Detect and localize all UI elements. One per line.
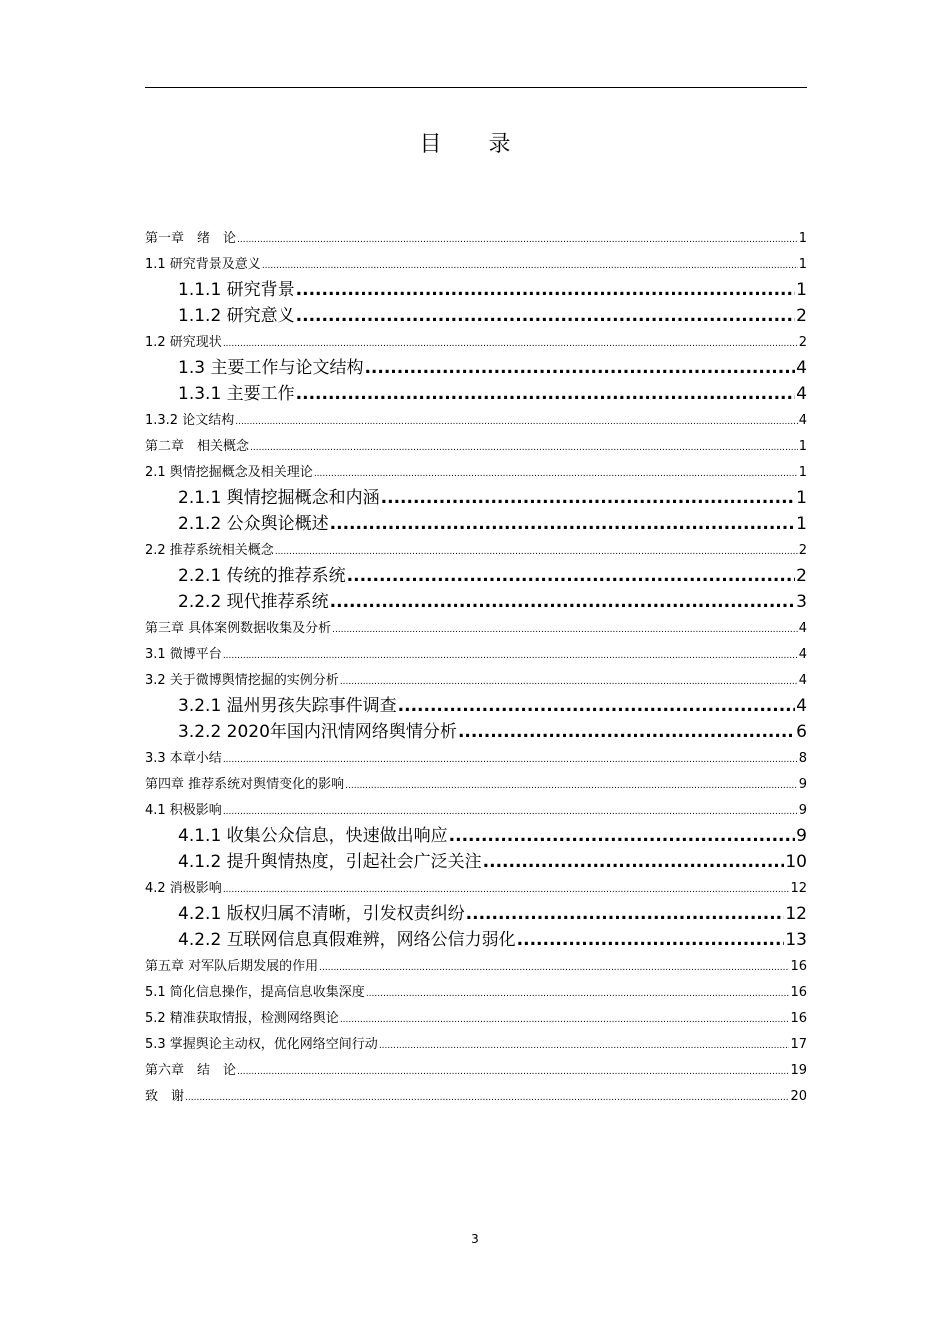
toc-entry-title: 3.2.2 2020年国内汛情网络舆情分析 bbox=[178, 722, 457, 742]
toc-entry-page-number: 4 bbox=[798, 413, 807, 428]
toc-entry-title: 5.3 掌握舆论主动权，优化网络空间行动 bbox=[145, 1037, 378, 1052]
toc-entry-page-number: 1 bbox=[796, 488, 807, 508]
toc-entry[interactable] bbox=[145, 874, 807, 900]
toc-entry-page-number: 16 bbox=[790, 959, 807, 974]
toc-entry[interactable] bbox=[145, 770, 807, 796]
toc-entry-title: 1.1.1 研究背景 bbox=[178, 280, 295, 300]
toc-entry-title: 4.1.1 收集公众信息，快速做出响应 bbox=[178, 826, 448, 846]
toc-entry[interactable] bbox=[145, 380, 807, 406]
toc-entry-title: 2.1.1 舆情挖掘概念和内涵 bbox=[178, 488, 380, 508]
toc-leader-dots bbox=[250, 444, 798, 453]
toc-entry[interactable] bbox=[145, 354, 807, 380]
toc-leader-dots bbox=[483, 854, 785, 871]
toc-leader-dots bbox=[262, 262, 798, 271]
toc-leader-dots bbox=[314, 470, 798, 479]
toc-entry-page-number: 4 bbox=[798, 647, 807, 662]
toc-entry-title: 第三章 具体案例数据收集及分析 bbox=[145, 621, 332, 636]
toc-entry-title: 3.3 本章小结 bbox=[145, 751, 222, 766]
toc-entry-title: 第六章 结 论 bbox=[145, 1063, 237, 1078]
toc-entry[interactable] bbox=[145, 302, 807, 328]
toc-entry[interactable] bbox=[145, 510, 807, 536]
toc-entry-title: 5.1 简化信息操作，提高信息收集深度 bbox=[145, 985, 365, 1000]
toc-leader-dots bbox=[381, 490, 796, 507]
toc-entry-page-number: 9 bbox=[796, 826, 807, 846]
toc-entry[interactable] bbox=[145, 926, 807, 952]
toc-entry-page-number: 12 bbox=[785, 904, 807, 924]
toc-entry[interactable] bbox=[145, 614, 807, 640]
toc-entry[interactable] bbox=[145, 640, 807, 666]
toc-entry-page-number: 4 bbox=[798, 621, 807, 636]
toc-entry-page-number: 1 bbox=[798, 257, 807, 272]
toc-entry-title: 3.1 微博平台 bbox=[145, 647, 222, 662]
toc-entry-title: 1.3.1 主要工作 bbox=[178, 384, 295, 404]
toc-leader-dots bbox=[223, 808, 798, 817]
toc-leader-dots bbox=[319, 964, 789, 973]
toc-entry-page-number: 17 bbox=[790, 1037, 807, 1052]
toc-entry[interactable] bbox=[145, 744, 807, 770]
toc-leader-dots bbox=[347, 568, 796, 585]
toc-leader-dots bbox=[458, 724, 795, 741]
toc-entry[interactable] bbox=[145, 484, 807, 510]
toc-entry-page-number: 1 bbox=[798, 465, 807, 480]
toc-entry[interactable] bbox=[145, 1082, 807, 1108]
toc-leader-dots bbox=[296, 308, 796, 325]
toc-entry-page-number: 1 bbox=[796, 280, 807, 300]
toc-entry[interactable] bbox=[145, 848, 807, 874]
toc-entry[interactable] bbox=[145, 250, 807, 276]
toc-entry-page-number: 1 bbox=[796, 514, 807, 534]
toc-entry-title: 2.1 舆情挖掘概念及相关理论 bbox=[145, 465, 313, 480]
toc-leader-dots bbox=[330, 594, 796, 611]
toc-entry-title: 第四章 推荐系统对舆情变化的影响 bbox=[145, 777, 345, 792]
toc-entry-page-number: 4 bbox=[796, 358, 807, 378]
toc-entry-title: 2.2.1 传统的推荐系统 bbox=[178, 566, 346, 586]
header-rule bbox=[145, 87, 807, 88]
page-title: 目 录 bbox=[419, 132, 531, 157]
toc-leader-dots bbox=[237, 1068, 789, 1077]
toc-leader-dots bbox=[398, 698, 796, 715]
toc-entry[interactable] bbox=[145, 1004, 807, 1030]
toc-leader-dots bbox=[235, 418, 798, 427]
toc-entry-page-number: 4 bbox=[796, 384, 807, 404]
toc-entry[interactable] bbox=[145, 666, 807, 692]
toc-leader-dots bbox=[345, 782, 798, 791]
toc-leader-dots bbox=[296, 282, 796, 299]
toc-entry-page-number: 20 bbox=[790, 1089, 807, 1104]
toc-entry-title: 2.2 推荐系统相关概念 bbox=[145, 543, 274, 558]
toc-entry[interactable] bbox=[145, 562, 807, 588]
toc-entry-page-number: 8 bbox=[798, 751, 807, 766]
toc-entry-title: 1.1 研究背景及意义 bbox=[145, 257, 261, 272]
toc-entry[interactable] bbox=[145, 952, 807, 978]
toc-leader-dots bbox=[379, 1042, 790, 1051]
toc-entry-page-number: 10 bbox=[785, 852, 807, 872]
toc-entry[interactable] bbox=[145, 978, 807, 1004]
toc-entry[interactable] bbox=[145, 432, 807, 458]
toc-entry-page-number: 3 bbox=[796, 592, 807, 612]
toc-entry-page-number: 2 bbox=[796, 566, 807, 586]
toc-leader-dots bbox=[332, 626, 798, 635]
toc-entry-page-number: 4 bbox=[796, 696, 807, 716]
toc-leader-dots bbox=[340, 1016, 790, 1025]
toc-entry[interactable] bbox=[145, 458, 807, 484]
toc-leader-dots bbox=[330, 516, 796, 533]
toc-entry[interactable] bbox=[145, 718, 807, 744]
toc-entry-page-number: 2 bbox=[796, 306, 807, 326]
toc-entry-title: 第一章 绪 论 bbox=[145, 231, 237, 246]
toc-leader-dots bbox=[237, 236, 798, 245]
toc-entry-title: 4.2.2 互联网信息真假难辨，网络公信力弱化 bbox=[178, 930, 516, 950]
toc-entry-title: 1.1.2 研究意义 bbox=[178, 306, 295, 326]
toc-entry-title: 2.2.2 现代推荐系统 bbox=[178, 592, 329, 612]
toc-entry-title: 1.3.2 论文结构 bbox=[145, 413, 235, 428]
toc-entry-page-number: 1 bbox=[798, 231, 807, 246]
toc-entry[interactable] bbox=[145, 1056, 807, 1082]
toc-entry-page-number: 13 bbox=[785, 930, 807, 950]
toc-entry-title: 4.1 积极影响 bbox=[145, 803, 222, 818]
toc-entry-title: 2.1.2 公众舆论概述 bbox=[178, 514, 329, 534]
toc-entry[interactable] bbox=[145, 1030, 807, 1056]
toc-entry-page-number: 1 bbox=[798, 439, 807, 454]
toc-entry[interactable] bbox=[145, 536, 807, 562]
toc-entry[interactable] bbox=[145, 588, 807, 614]
toc-leader-dots bbox=[185, 1094, 789, 1103]
toc-leader-dots bbox=[223, 886, 790, 895]
toc-leader-dots bbox=[449, 828, 796, 845]
toc-entry-title: 致 谢 bbox=[145, 1089, 185, 1104]
toc-entry-title: 5.2 精准获取情报，检测网络舆论 bbox=[145, 1011, 339, 1026]
toc-leader-dots bbox=[364, 360, 795, 377]
toc-entry[interactable] bbox=[145, 900, 807, 926]
toc-entry-title: 第二章 相关概念 bbox=[145, 439, 250, 454]
toc-leader-dots bbox=[517, 932, 785, 949]
toc-entry[interactable] bbox=[145, 822, 807, 848]
toc-entry[interactable] bbox=[145, 224, 807, 250]
toc-entry-page-number: 9 bbox=[798, 803, 807, 818]
toc-leader-dots bbox=[223, 756, 798, 765]
toc-entry-page-number: 12 bbox=[790, 881, 807, 896]
toc-entry-title: 4.2.1 版权归属不清晰，引发权责纠纷 bbox=[178, 904, 465, 924]
toc-entry-title: 4.2 消极影响 bbox=[145, 881, 222, 896]
toc-entry-title: 4.1.2 提升舆情热度，引起社会广泛关注 bbox=[178, 852, 482, 872]
toc-leader-dots bbox=[275, 548, 798, 557]
toc-entry-page-number: 16 bbox=[790, 985, 807, 1000]
toc-entry[interactable] bbox=[145, 796, 807, 822]
page-number: 3 bbox=[471, 1232, 479, 1246]
table-of-contents bbox=[145, 224, 807, 1108]
toc-entry-title: 第五章 对军队后期发展的作用 bbox=[145, 959, 319, 974]
toc-leader-dots bbox=[223, 652, 798, 661]
toc-leader-dots bbox=[366, 990, 790, 999]
toc-entry[interactable] bbox=[145, 328, 807, 354]
toc-entry-title: 1.2 研究现状 bbox=[145, 335, 222, 350]
toc-entry[interactable] bbox=[145, 276, 807, 302]
toc-entry-title: 3.2 关于微博舆情挖掘的实例分析 bbox=[145, 673, 339, 688]
toc-leader-dots bbox=[223, 340, 798, 349]
toc-entry-page-number: 16 bbox=[790, 1011, 807, 1026]
toc-entry-page-number: 2 bbox=[798, 543, 807, 558]
toc-entry-page-number: 19 bbox=[790, 1063, 807, 1078]
toc-entry-page-number: 2 bbox=[798, 335, 807, 350]
toc-leader-dots bbox=[466, 906, 785, 923]
toc-entry-page-number: 9 bbox=[798, 777, 807, 792]
toc-entry-title: 3.2.1 温州男孩失踪事件调查 bbox=[178, 696, 397, 716]
toc-entry-page-number: 6 bbox=[796, 722, 807, 742]
toc-entry[interactable] bbox=[145, 406, 807, 432]
toc-entry-page-number: 4 bbox=[798, 673, 807, 688]
toc-entry[interactable] bbox=[145, 692, 807, 718]
toc-leader-dots bbox=[340, 678, 798, 687]
toc-leader-dots bbox=[296, 386, 796, 403]
toc-entry-title: 1.3 主要工作与论文结构 bbox=[178, 358, 364, 378]
